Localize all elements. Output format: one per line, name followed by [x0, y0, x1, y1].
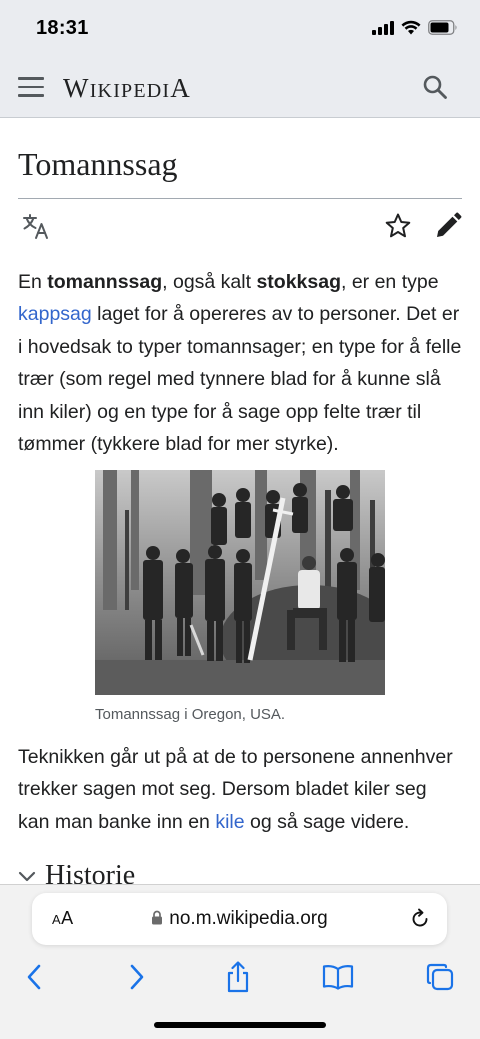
page-actions: [18, 208, 462, 248]
share-icon: [225, 961, 251, 993]
browser-nav-row: [0, 957, 480, 997]
share-button[interactable]: [218, 957, 258, 997]
status-icons: [372, 20, 458, 35]
home-indicator[interactable]: [154, 1022, 326, 1028]
intro-text-3: , er en type: [341, 271, 439, 293]
article-photo[interactable]: [95, 470, 385, 695]
text-size-big-a: A: [61, 908, 74, 928]
wifi-icon: [401, 20, 421, 35]
url-text: no.m.wikipedia.org: [169, 908, 328, 929]
page-title: Tomannssag: [18, 146, 178, 182]
section-heading: Historie: [45, 860, 136, 884]
intro-text-1: En: [18, 271, 48, 293]
hamburger-menu-icon[interactable]: [18, 77, 44, 99]
bookmarks-button[interactable]: [318, 957, 358, 997]
intro-term-tomannssag: tomannssag: [47, 271, 163, 293]
tabs-button[interactable]: [420, 957, 460, 997]
status-bar: [0, 0, 480, 60]
wordmark-middle: IKIPEDI: [89, 80, 171, 102]
wikipedia-wordmark[interactable]: [63, 73, 191, 104]
chevron-left-icon: [26, 964, 42, 990]
chevron-down-icon: [18, 870, 36, 884]
intro-term-stokksag: stokksag: [256, 271, 341, 293]
link-kappsag[interactable]: kappsag: [18, 303, 92, 326]
chevron-right-icon: [129, 964, 145, 990]
technique-text-1: Teknikken går ut på at de to personene annenhver trekker sagen mot seg. Dersom bladet kiler seg kan man banke inn en: [18, 746, 453, 833]
status-time: 18:31: [36, 17, 89, 39]
book-icon: [322, 964, 354, 990]
lock-icon: [151, 910, 163, 925]
back-button[interactable]: [14, 957, 54, 997]
site-header: [0, 60, 480, 118]
tabs-icon: [425, 962, 455, 992]
article-content: [0, 118, 480, 884]
link-kile[interactable]: kile: [215, 810, 245, 833]
text-size-small-a: A: [52, 912, 62, 927]
browser-toolbar: [0, 884, 480, 1039]
figure-caption: Tomannssag i Oregon, USA.: [95, 706, 286, 723]
reload-icon[interactable]: [409, 908, 431, 930]
intro-text-2: , også kalt: [162, 271, 257, 293]
title-divider: [18, 198, 462, 199]
url-display[interactable]: [32, 908, 447, 930]
wordmark-last-letter: A: [170, 73, 191, 103]
battery-icon: [428, 20, 458, 35]
search-icon[interactable]: [422, 74, 448, 100]
address-bar[interactable]: [32, 893, 447, 945]
technique-text-2: og så sage videre.: [244, 810, 410, 833]
forward-button[interactable]: [117, 957, 157, 997]
intro-paragraph: [18, 266, 462, 460]
language-icon[interactable]: [22, 213, 52, 241]
technique-paragraph: [18, 741, 462, 838]
star-icon[interactable]: [384, 212, 412, 240]
pencil-icon[interactable]: [434, 212, 462, 240]
cellular-signal-icon: [372, 21, 394, 35]
intro-text-4: laget for å opereres av to personer. Det er i hovedsak to typer tomannsager; en type for å felle trær (som regel med tynnere blad for å kunne slå inn kiler) og en type for å sage opp felte trær til tømmer (tykkere blad for mer styrke).: [18, 303, 462, 456]
wordmark-first-letter: W: [63, 73, 90, 103]
